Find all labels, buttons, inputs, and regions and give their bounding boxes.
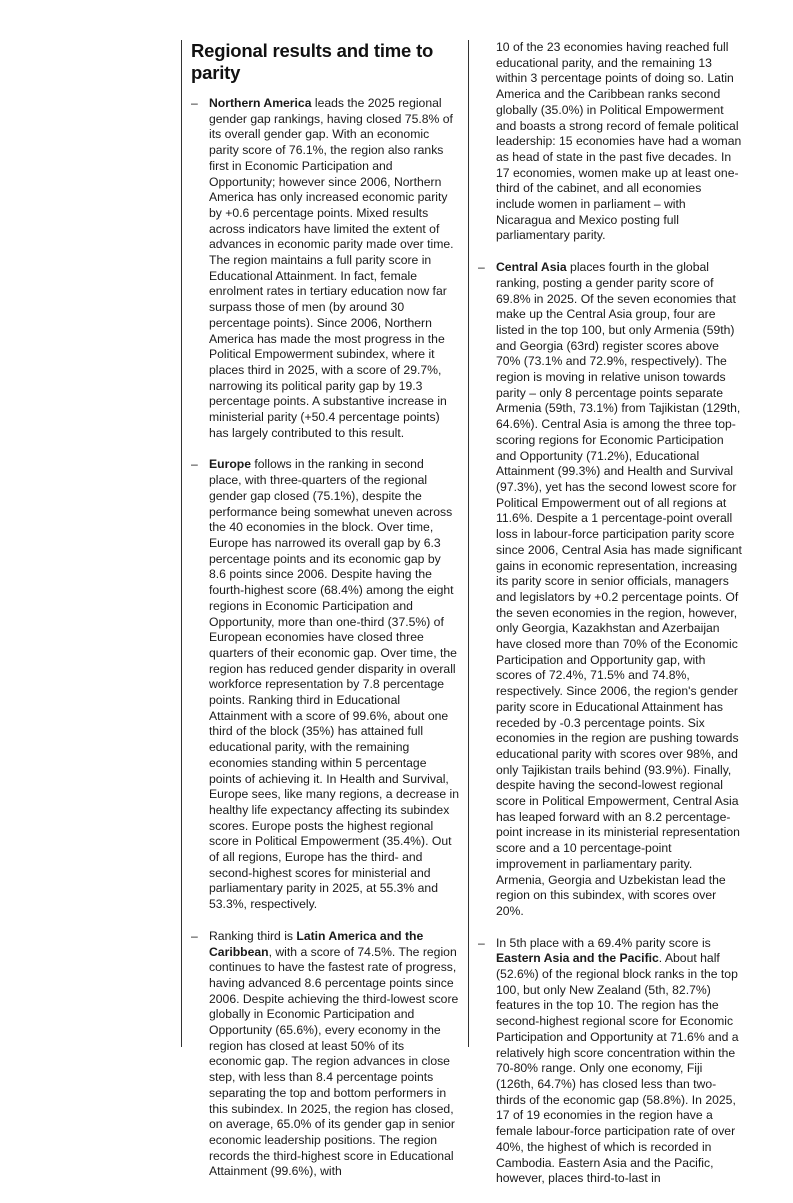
left-column (191, 40, 459, 1196)
column-divider-rule (468, 40, 469, 1047)
bullet-dash: – (191, 928, 198, 943)
paragraph-text (496, 936, 742, 1187)
right-column (478, 40, 742, 1203)
paragraph-continuation: 10 of the 23 economies having reached full educational parity, and the remaining 13 within 3 percentage points of doing so. Latin America and the Caribbean ranks second globally (35.0%) in Political Empowerment and boasts a strong record of female political leadership: 15 economies have had a woman as head of state in the past five decades. In 17 economies, women make up at least one-third of the cabinet, and all economies include women in parliament – with Nicaragua and Mexico posting full parliamentary parity. (496, 40, 742, 243)
paragraph-text (209, 929, 459, 1180)
page-title: Regional results and time to parity (191, 40, 434, 83)
paragraph-body: places fourth in the global ranking, posting a gender parity score of 69.8% in 2025. Of the seven economies that make up the Central Asia group, four are listed in the top 100, but only Armenia (59th) and Georgia (63rd) register scores above 70% (73.1% and 72.9%, respectively). The region is moving in relative unison towards parity – only 8 percentage points separate Armenia (59th, 73.1%) from Tajikistan (129th, 64.6%). Central Asia is among the three top-scoring regions for Economic Participation and Opportunity (71.2%), Educational Attainment (99.3%) and Health and Survival (97.3%), yet has the second lowest score for Political Empowerment out of all regions at 11.6%. Despite a 1 percentage-point overall loss in labour-force participation parity score since 2006, Central Asia has made significant gains in economic representation, increasing its parity score in senior officials, managers and legislators by +0.2 percentage points. Of the seven economies in the region, however, only Georgia, Kazakhstan and Azerbaijan have closed more than 70% of the Economic Participation and Opportunity gap, with scores of 72.4%, 71.5% and 74.8%, respectively. Since 2006, the region's gender parity score in Educational Attainment has receded by -0.3 percentage points. Six economies in the region are pushing towards educational parity with scores over 98%, and only Tajikistan trails behind (93.9%). Finally, despite having the second-lowest regional score in Political Empowerment, Central Asia has leaped forward with an 8.2 percentage-point increase in its ministerial representation score and a 10 percentage-point improvement in parliamentary parity. Armenia, Georgia and Uzbekistan lead the region on this subindex, with scores over 20%. (496, 260, 742, 918)
region-name: Eastern Asia and the Pacific (496, 951, 659, 966)
region-paragraph-latin-america (191, 929, 459, 1180)
bullet-dash: – (191, 457, 198, 472)
region-paragraph-eastern-asia (478, 936, 742, 1187)
paragraph-text (209, 457, 459, 912)
paragraph-lead: Ranking third is (209, 928, 297, 943)
paragraph-text (496, 260, 742, 920)
region-name: Northern America (209, 96, 312, 110)
bullet-dash: – (478, 260, 485, 275)
region-name: Central Asia (496, 260, 567, 275)
paragraph-body: . About half (52.6%) of the regional block ranks in the top 100, but only New Zealand (5th, 82.7%) features in the top 10. The region has the second-highest regional score for Economic Participation and Opportunity at 71.6% and a relatively high score concentration within the 70-80% range. Only one economy, Fiji (126th, 64.7%) has closed less than two-thirds of the economic gap (58.8%). In 2025, 17 of 19 economies in the region have a female labour-force participation rate of over 40%, the highest of which is recorded in Cambodia. Eastern Asia and the Pacific, however, places third-to-last in (496, 951, 739, 1186)
region-paragraph-northern-america (191, 96, 459, 441)
paragraph-body: follows in the ranking in second place, with three-quarters of the regional gender gap closed (75.1%), despite the performance being somewhat uneven across the 40 economies in the block. Over time, Europe has narrowed its overall gap by 6.3 percentage points and its economic gap by 8.6 points since 2006. Despite having the fourth-highest score (68.4%) among the eight regions in Economic Participation and Opportunity, more than one-third (37.5%) of European economies have closed three quarters of their economic gap. Over time, the region has reduced gender disparity in overall workforce representation by 7.8 percentage points. Ranking third in Educational Attainment with a score of 99.6%, about one third of the block (35%) has attained full educational parity, with the remaining economies standing within 5 percentage points of achieving it. In Health and Survival, Europe sees, like many regions, a decrease in healthy life expectancy affecting its subindex scores. Europe posts the highest regional score in Political Empowerment (35.4%). Out of all regions, Europe has the third- and second-highest scores for ministerial and parliamentary parity in 2025, at 55.3% and 53.3%, respectively. (209, 457, 459, 912)
paragraph-body: , with a score of 74.5%. The region continues to have the fastest rate of progress, having advanced 8.6 percentage points since 2006. Despite achieving the third-lowest score globally in Economic Participation and Opportunity (65.6%), every economy in the region has closed at least 50% of its economic gap. The region advances in close step, with less than 8.4 percentage points separating the top and bottom performers in this subindex. In 2025, the region has closed, on average, 65.0% of its gender gap in senior economic leadership positions. The region records the third-highest score in Educational Attainment (99.6%), with (209, 944, 459, 1179)
region-paragraph-europe (191, 457, 459, 912)
paragraph-body: leads the 2025 regional gender gap rankings, having closed 75.8% of its overall gender gap. With an economic parity score of 76.1%, the region also ranks first in Economic Participation and Opportunity; however since 2006, Northern America has only increased economic parity by +0.6 percentage points. Mixed results across indicators have limited the extent of advances in economic parity made over time. The region maintains a full parity score in Educational Attainment. In fact, female enrolment rates in tertiary education now far surpass those of men (by around 30 percentage points). Since 2006, Northern America has made the most progress in the Political Empowerment subindex, where it places third in 2025, with a score of 29.7%, narrowing its political parity gap by 19.3 percentage points. A substantive increase in ministerial parity (+50.4 percentage points) has largely contributed to this result. (209, 96, 454, 440)
left-margin-rule (181, 40, 182, 1047)
paragraph-lead: In 5th place with a 69.4% parity score is (496, 935, 711, 950)
region-name: Europe (209, 457, 251, 472)
region-paragraph-central-asia (478, 260, 742, 920)
region-name: Latin America and the Caribbean (209, 928, 424, 959)
paragraph-text (209, 96, 459, 441)
bullet-dash: – (478, 935, 485, 950)
bullet-dash: – (191, 96, 198, 110)
